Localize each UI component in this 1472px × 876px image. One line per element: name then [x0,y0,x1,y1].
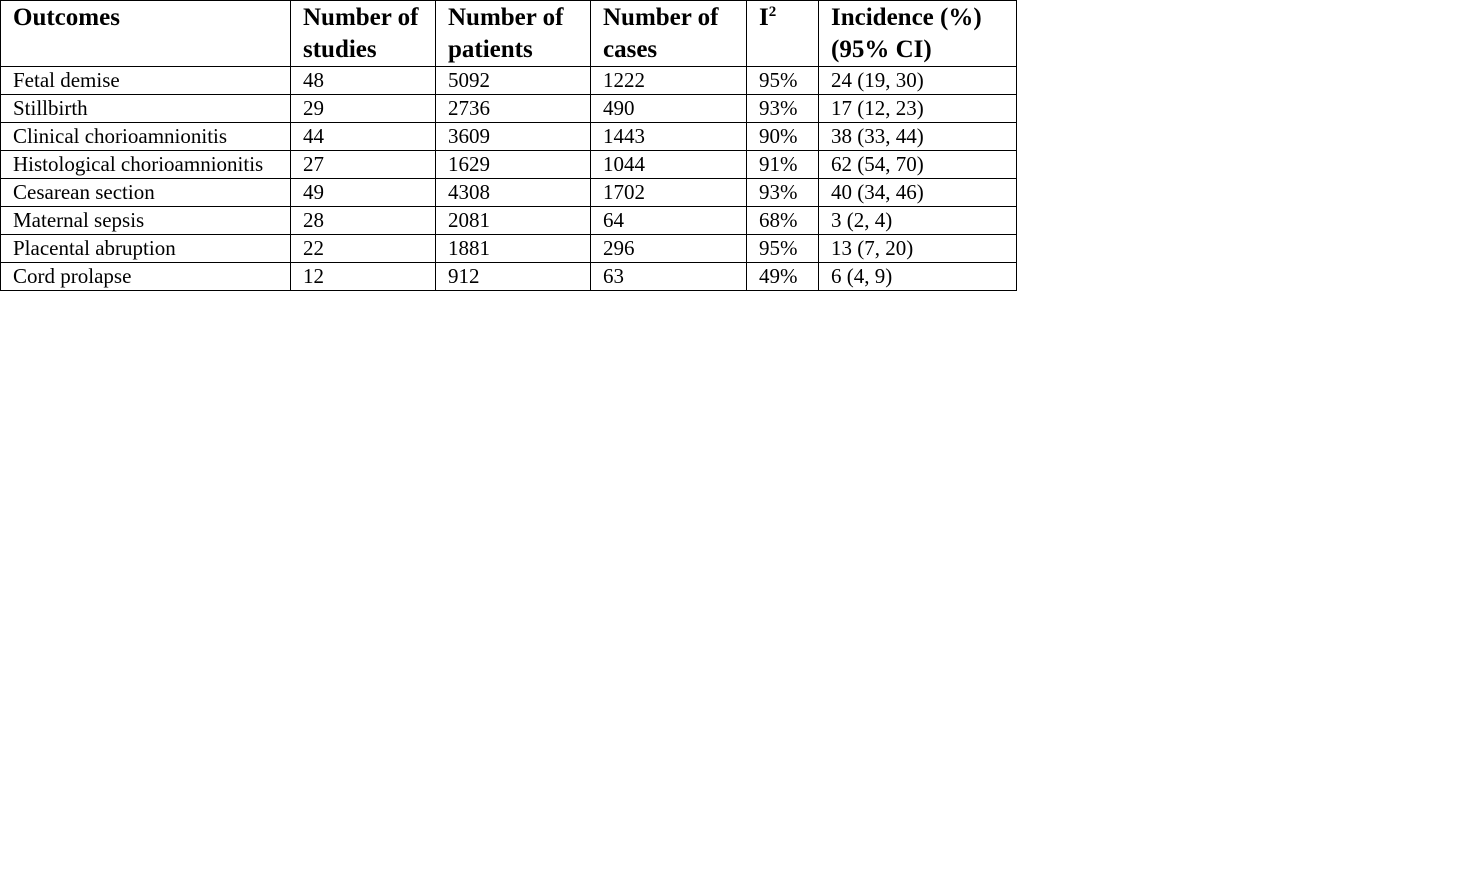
cell-i-squared: 95% [747,67,819,95]
cell-incidence: 24 (19, 30) [819,67,1017,95]
cell-number-of-studies: 27 [291,151,436,179]
table-row [1,235,1017,263]
cell-number-of-cases: 490 [591,95,747,123]
cell-incidence: 17 (12, 23) [819,95,1017,123]
cell-outcome: Histological chorioamnionitis [1,151,291,179]
cell-i-squared: 68% [747,207,819,235]
outcomes-table [0,0,1017,291]
table-body [1,67,1017,291]
cell-number-of-patients: 4308 [436,179,591,207]
table-row [1,67,1017,95]
header-row [1,1,1017,67]
cell-number-of-cases: 1443 [591,123,747,151]
i-squared-superscript: 2 [768,4,777,20]
cell-i-squared: 95% [747,235,819,263]
cell-number-of-cases: 63 [591,263,747,291]
cell-outcome: Clinical chorioamnionitis [1,123,291,151]
header-number-of-patients: Number of patients [436,1,591,67]
header-number-of-cases: Number of cases [591,1,747,67]
cell-number-of-patients: 1881 [436,235,591,263]
cell-i-squared: 93% [747,95,819,123]
cell-incidence: 13 (7, 20) [819,235,1017,263]
i-squared-base: I [759,4,769,31]
cell-number-of-studies: 44 [291,123,436,151]
table-row [1,151,1017,179]
cell-incidence: 6 (4, 9) [819,263,1017,291]
table-row [1,263,1017,291]
cell-number-of-cases: 64 [591,207,747,235]
cell-outcome: Stillbirth [1,95,291,123]
cell-outcome: Fetal demise [1,67,291,95]
cell-number-of-studies: 29 [291,95,436,123]
cell-number-of-studies: 49 [291,179,436,207]
cell-i-squared: 49% [747,263,819,291]
cell-incidence: 62 (54, 70) [819,151,1017,179]
cell-number-of-studies: 12 [291,263,436,291]
cell-number-of-cases: 296 [591,235,747,263]
table-row [1,179,1017,207]
cell-incidence: 3 (2, 4) [819,207,1017,235]
header-outcomes: Outcomes [1,1,291,67]
cell-i-squared: 93% [747,179,819,207]
cell-number-of-patients: 5092 [436,67,591,95]
cell-outcome: Maternal sepsis [1,207,291,235]
header-i-squared [747,1,819,67]
cell-number-of-cases: 1044 [591,151,747,179]
cell-outcome: Cesarean section [1,179,291,207]
header-incidence: Incidence (%) (95% CI) [819,1,1017,67]
cell-number-of-patients: 3609 [436,123,591,151]
cell-number-of-studies: 28 [291,207,436,235]
cell-number-of-cases: 1222 [591,67,747,95]
table-row [1,95,1017,123]
cell-number-of-patients: 912 [436,263,591,291]
cell-incidence: 38 (33, 44) [819,123,1017,151]
cell-i-squared: 90% [747,123,819,151]
cell-number-of-patients: 2081 [436,207,591,235]
cell-outcome: Placental abruption [1,235,291,263]
cell-outcome: Cord prolapse [1,263,291,291]
header-number-of-studies: Number of studies [291,1,436,67]
cell-i-squared: 91% [747,151,819,179]
cell-incidence: 40 (34, 46) [819,179,1017,207]
table-row [1,207,1017,235]
cell-number-of-patients: 1629 [436,151,591,179]
cell-number-of-cases: 1702 [591,179,747,207]
table-row [1,123,1017,151]
table-header [1,1,1017,67]
cell-number-of-studies: 48 [291,67,436,95]
cell-number-of-patients: 2736 [436,95,591,123]
cell-number-of-studies: 22 [291,235,436,263]
